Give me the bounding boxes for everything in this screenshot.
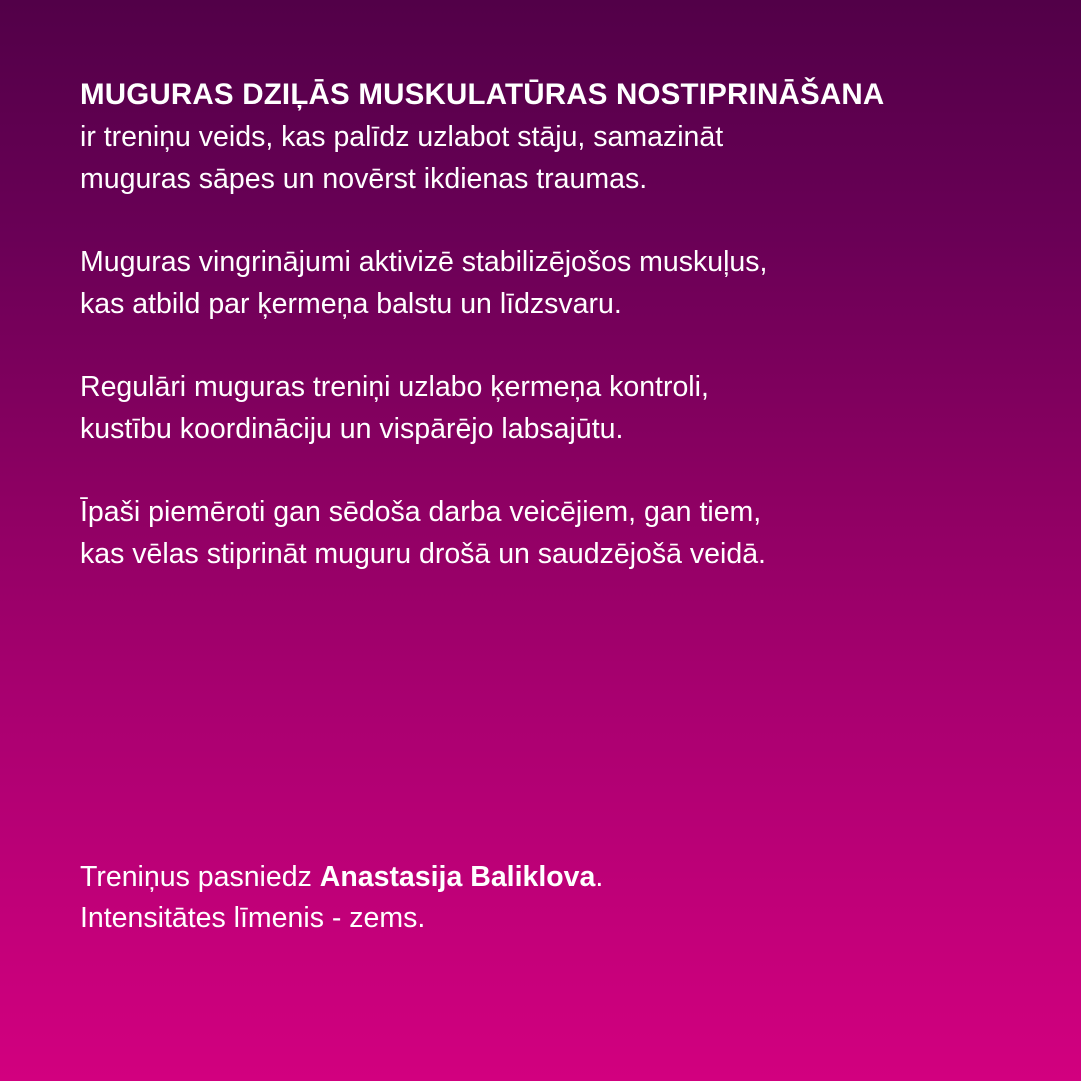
paragraph-4-line-2: kas vēlas stiprināt muguru drošā un saudzējošā veidā. — [80, 538, 766, 570]
trainer-prefix: Treniņus pasniedz — [80, 861, 320, 893]
intensity-level: Intensitātes līmenis - zems. — [80, 902, 426, 934]
paragraph-4-line-1: Īpaši piemēroti gan sēdoša darba veicējiem, gan tiem, — [80, 496, 762, 528]
paragraph-spacer — [80, 200, 980, 241]
paragraph-3-line-1: Regulāri muguras treniņi uzlabo ķermeņa kontroli, — [80, 371, 709, 403]
paragraph-spacer — [80, 325, 980, 366]
trainer-line — [80, 857, 980, 898]
paragraph-2-line-1: Muguras vingrinājumi aktivizē stabilizējošos muskuļus, — [80, 246, 768, 278]
post-description — [80, 74, 980, 575]
paragraph-spacer — [80, 450, 980, 491]
training-info — [80, 857, 980, 939]
paragraph-2-line-2: kas atbild par ķermeņa balstu un līdzsvaru. — [80, 288, 622, 320]
trainer-suffix: . — [595, 861, 604, 893]
trainer-name: Anastasija Baliklova — [319, 861, 596, 893]
intro-line-2: muguras sāpes un novērst ikdienas traumas. — [80, 163, 648, 195]
intro-line-1: ir treniņu veids, kas palīdz uzlabot stāju, samazināt — [80, 121, 724, 153]
paragraph-3-line-2: kustību koordināciju un vispārējo labsajūtu. — [80, 413, 624, 445]
post-heading: MUGURAS DZIĻĀS MUSKULATŪRAS NOSTIPRINĀŠANA — [80, 78, 885, 111]
